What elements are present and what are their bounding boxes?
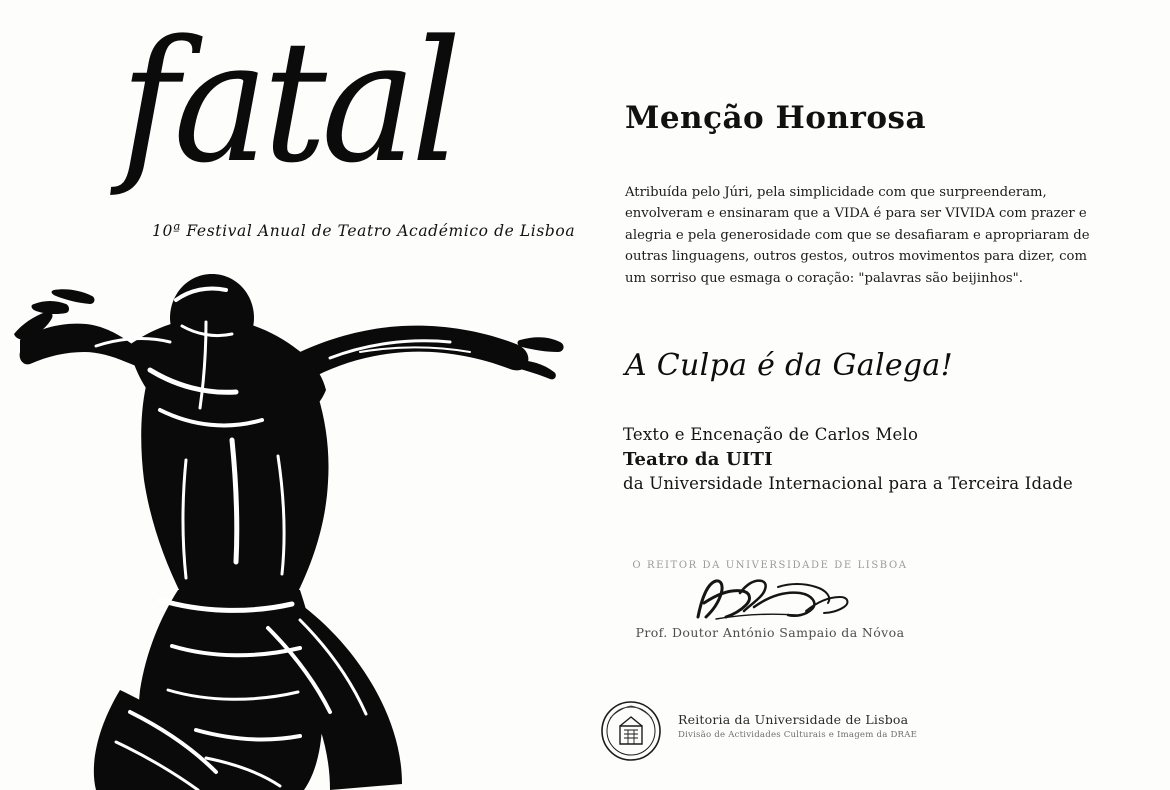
footer-block bbox=[600, 700, 1140, 780]
signature-name: Prof. Doutor António Sampaio da Nóvoa bbox=[635, 625, 905, 640]
festival-wordmark: fatal bbox=[120, 4, 457, 200]
award-citation: Atribuída pelo Júri, pela simplicidade com que surpreenderam, envolveram e ensinaram que a VIDA é para ser VIVIDA com prazer e alegria e pela generosidade com que se desafiaram e apropriaram de outras linguagens, outros gestos, outros movimentos para dizer, com um sorriso que esmaga o coração: "palavras são beijinhos". bbox=[625, 185, 1090, 286]
production-credits bbox=[623, 422, 1103, 497]
dancer-silhouette-illustration bbox=[0, 260, 580, 790]
handwritten-signature-icon bbox=[610, 573, 930, 623]
credit-author: Texto e Encenação de Carlos Melo bbox=[623, 425, 919, 444]
credit-company: Teatro da UITI bbox=[623, 448, 773, 470]
festival-subtitle: 10ª Festival Anual de Teatro Académico de Lisboa bbox=[152, 222, 576, 240]
award-title: Menção Honrosa bbox=[625, 100, 927, 136]
play-title: A Culpa é da Galega! bbox=[625, 348, 953, 383]
university-seal-icon bbox=[600, 700, 662, 762]
footer-department: Divisão de Actividades Culturais e Imagem da DRAE bbox=[678, 730, 918, 740]
award-text-panel bbox=[600, 0, 1160, 790]
footer-organization: Reitoria da Universidade de Lisboa bbox=[678, 712, 909, 727]
credit-company-affiliation: da Universidade Internacional para a Terceira Idade bbox=[623, 473, 1073, 493]
signature-institution-line: O REITOR DA UNIVERSIDADE DE LISBOA bbox=[632, 560, 908, 571]
footer-text bbox=[678, 712, 917, 740]
signature-block bbox=[610, 560, 930, 640]
festival-branding-panel bbox=[0, 0, 580, 790]
